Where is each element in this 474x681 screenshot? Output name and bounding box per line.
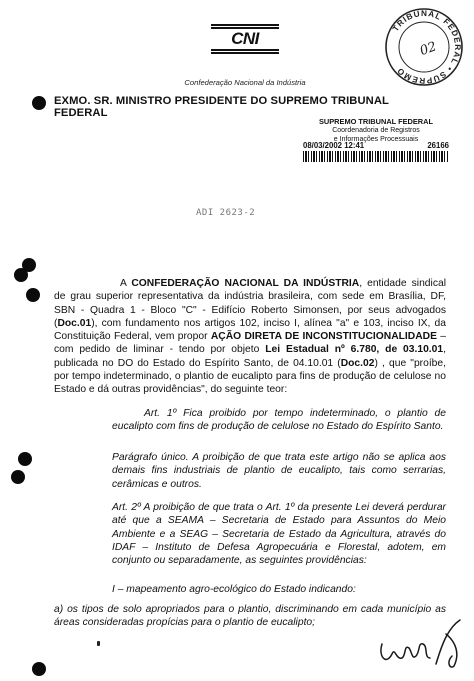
- binder-hole-7: [32, 662, 46, 676]
- quote-text: I – mapeamento agro-ecológico do Estado indicando:: [112, 584, 356, 595]
- handwritten-initials: [376, 614, 468, 670]
- binder-hole-3: [14, 268, 28, 282]
- binder-hole-5: [18, 452, 32, 466]
- binder-hole-1: [32, 96, 46, 110]
- logo-rule-bottom-2: [211, 52, 279, 54]
- protocol-dept-1: Coordenadoria de Registros: [332, 127, 420, 134]
- protocol-datetime: 08/03/2002 12:41: [303, 141, 365, 150]
- text-run: ) , que "proíbe, por tempo indeterminado, o plantio de eucalipto para fins de produção de celulose no Estado e dá outras providências", do seguinte teor:: [54, 357, 446, 396]
- logo-rule-bottom: [211, 49, 279, 51]
- quote-text: Parágrafo único. A proibição de que trata este artigo não se aplica aos demais fins industriais de plantio de eucalipto, tais como serrarias, cerâmicas e outros.: [112, 452, 446, 490]
- text-run: ), com fundamento nos artigos 102, inciso I, alínea "a" e 103, inciso IX, da Constituição Federal, vem propor: [54, 317, 446, 343]
- petitioner-name: CONFEDERAÇÃO NACIONAL DA INDÚSTRIA: [131, 278, 360, 289]
- court-stamp: [383, 6, 465, 88]
- logo-text: CNI: [231, 29, 259, 48]
- protocol-stamp: [303, 117, 449, 144]
- binder-hole-6: [11, 470, 25, 484]
- text-run: A: [120, 278, 132, 289]
- stamp-ring-text: TRIBUNAL FEDERAL • SUPREMO: [390, 8, 463, 86]
- protocol-number: 26166: [427, 141, 449, 150]
- quote-art2: [112, 501, 446, 567]
- quote-item-i: [112, 583, 446, 596]
- quote-text: a) os tipos de solo apropriados para o plantio, discriminando em cada município as áreas consideradas propícias para o plantio de eucalipto;: [54, 604, 446, 629]
- cni-logo: [211, 24, 279, 52]
- action-type: AÇÃO DIRETA DE INCONSTITUCIONALIDADE: [210, 331, 437, 343]
- handwritten-case-number: ADI 2623-2: [196, 208, 256, 218]
- quote-text: Art. 1º Fica proibido por tempo indeterminado, o plantio de eucalipto com fins de produção de celulose no Estado do Espírito Santo.: [112, 408, 446, 433]
- text-run: – com pedido de liminar - tendo por objeto: [54, 331, 446, 356]
- addressee-heading: EXMO. SR. MINISTRO PRESIDENTE DO SUPREMO TRIBUNAL FEDERAL: [54, 95, 389, 119]
- petition-paragraph: [54, 277, 446, 397]
- ink-mark: [97, 641, 100, 646]
- doc-ref: Doc.01: [57, 317, 92, 329]
- protocol-datetime-row: [303, 141, 449, 150]
- text-run: , entidade sindical de grau superior representativa da indústria brasileira, com sede em Brasília, DF, SBN - Quadra 1 - Bloco "C" - Edifício Roberto Simonsen, por seus advogados (: [54, 278, 446, 329]
- law-reference: Lei Estadual nº 6.780, de 03.10.01: [265, 344, 444, 356]
- quote-paragrafo-unico: [112, 451, 446, 491]
- quote-text: Art. 2º A proibição de que trata o Art. 1º da presente Lei deverá perdurar até que a SEAMA – Secretaria de Estado para Assuntos do Meio Ambiente e a SEAG – Secretaria de Estado da Agricultura, através do IDAF – Instituto de Defesa Agropecuária e Florestal, adotem, em conjunto ou separadamente, as seguintes providências:: [112, 502, 446, 567]
- stamp-handwritten-mark: 02: [417, 39, 439, 60]
- letterhead-subtitle: Confederação Nacional da Indústria: [184, 78, 306, 87]
- protocol-barcode: [303, 151, 449, 162]
- text-run: , publicada no DO do Estado do Espírito Santo, de 04.10.01 (: [54, 344, 446, 369]
- protocol-court: SUPREMO TRIBUNAL FEDERAL: [318, 117, 433, 126]
- binder-hole-4: [26, 288, 40, 302]
- quote-art1: [112, 407, 446, 434]
- doc-ref: Doc.02: [340, 357, 375, 369]
- logo-rule-top: [211, 24, 279, 26]
- protocol-dept-2: e Informações Processuais: [333, 136, 419, 143]
